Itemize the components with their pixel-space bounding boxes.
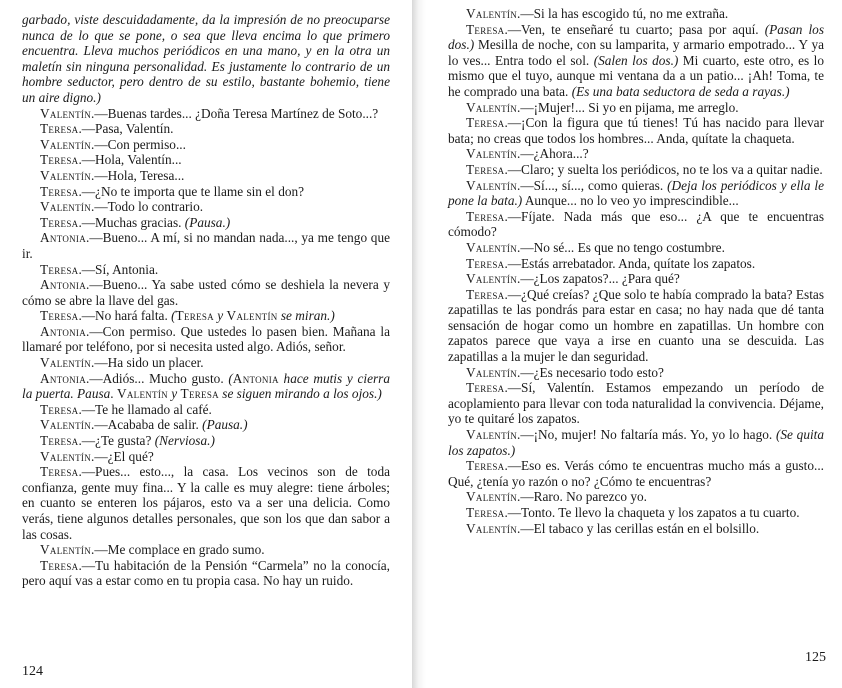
- paragraph: [448, 489, 824, 505]
- paragraph: [22, 402, 390, 418]
- speaker-name: Valentín: [466, 239, 517, 255]
- dialogue-text: .: [110, 386, 117, 402]
- dialogue-text: .—Bueno... Ya sabe usted cómo se deshiela la nevera y cómo se abre la llave del gas.: [22, 277, 390, 308]
- dialogue-text: .—Adiós... Mucho gusto.: [86, 370, 229, 386]
- dialogue-text: .—El tabaco y las cerillas están en el bolsillo.: [517, 520, 760, 536]
- speaker-name: Antonia: [40, 230, 87, 246]
- dialogue-text: .—Sí, Valentín. Estamos empezando un período de acoplamiento para llevar con toda naturalidad la convivencia. Déjame, yo te quitaré los zapatos.: [448, 380, 824, 427]
- stage-direction: (Pasan los dos.): [448, 21, 824, 53]
- speaker-name: Teresa: [466, 505, 505, 520]
- dialogue-text: .—Hola, Teresa...: [91, 167, 185, 183]
- paragraph: [448, 271, 824, 287]
- stage-direction: garbado, viste descuidadamente, da la impresión de no preocuparse nunca de lo que se pone, o sea que lleva encima lo que primero encuentra. Lleva muchos periódicos en una mano, y en la otra un maletín sin ninguna personalidad. Es justamente lo contrario de un hombre seductor, pero dentro de su estilo, bastante bohemio, tiene un aire digno.): [22, 12, 390, 105]
- speaker-name: Teresa: [175, 308, 214, 324]
- dialogue-text: .—¡Con la figura que tú tienes! Tú has nacido para llevar bata; no creas que todos los hombres... Anda, quítate la chaqueta.: [448, 115, 824, 146]
- speaker-name: Valentín: [226, 308, 278, 324]
- dialogue-text: .—Buenas tardes... ¿Doña Teresa Martínez de Soto...?: [91, 105, 379, 121]
- left-page-number: 124: [22, 664, 43, 679]
- paragraph: [22, 106, 390, 122]
- right-page-number: 125: [805, 650, 826, 665]
- dialogue-text: .—¿Qué creías? ¿Que solo te había comprado la bata? Estas zapatillas te las pondrás para estar en casa; no hay nada que dé tanta sensación de hogar como un hombre en zapatillas. Un hombre con zapatos parece que vaya a irse en cuanto una se descuida. Las zapatillas a la mujer le dan seguridad.: [448, 286, 824, 365]
- dialogue-text: .—Fíjate. Nada más que eso... ¿A que te encuentras cómodo?: [448, 208, 824, 240]
- dialogue-text: .—¿Te gusta?: [78, 433, 155, 449]
- stage-direction: (Es una bata seductora de seda a rayas.): [571, 83, 790, 99]
- dialogue-text: .—¿El qué?: [91, 448, 154, 464]
- paragraph: [22, 277, 390, 308]
- paragraph: [22, 121, 390, 137]
- paragraph: [448, 100, 824, 116]
- dialogue-text: .—Acababa de salir.: [91, 417, 203, 433]
- speaker-name: Teresa: [40, 464, 79, 480]
- speaker-name: Teresa: [466, 286, 505, 302]
- dialogue-text: .—Sí..., sí..., como quieras.: [517, 177, 668, 193]
- dialogue-text: .—¿Ahora...?: [517, 146, 589, 162]
- dialogue-text: .—Pues... esto..., la casa. Los vecinos son de toda confianza, gente muy fina... Y la calle es muy alegre: tiene árboles; en cuanto se enteren los pájaros, esto va a ser una delicia. Como verás, tiene algunos detalles personales, que son los que dan sabor a las cosas.: [22, 464, 390, 542]
- speaker-name: Teresa: [40, 261, 79, 277]
- dialogue-text: .—Claro; y suelta los periódicos, no te los va a quitar nadie.: [504, 161, 823, 177]
- speaker-name: Valentín: [40, 448, 91, 464]
- dialogue-text: .—¡No, mujer! No faltaría más. Yo, yo lo hago.: [517, 427, 776, 443]
- dialogue-text: .—Hola, Valentín...: [78, 152, 182, 168]
- paragraph: [448, 22, 824, 100]
- dialogue-text: .—¡Mujer!... Si yo en pijama, me arreglo.: [517, 99, 739, 115]
- speaker-name: Valentín: [466, 364, 517, 380]
- paragraph: [448, 209, 824, 240]
- stage-direction: se miran.): [277, 308, 335, 324]
- speaker-name: Teresa: [466, 21, 505, 37]
- speaker-name: Teresa: [466, 115, 505, 131]
- paragraph: [22, 184, 390, 200]
- dialogue-text: .—Sí, Antonia.: [78, 261, 159, 277]
- paragraph: [448, 458, 824, 489]
- speaker-name: Teresa: [466, 161, 505, 177]
- speaker-name: Valentín: [40, 417, 91, 433]
- paragraph: [22, 308, 390, 324]
- speaker-name: Valentín: [466, 6, 517, 21]
- stage-direction: (: [171, 308, 176, 324]
- paragraph: [22, 464, 390, 542]
- paragraph: [22, 230, 390, 261]
- stage-direction: (Pausa.): [184, 214, 231, 230]
- dialogue-text: .—Tu habitación de la Pensión “Carmela” no la conocía, pero aquí vas a estar como en tu propia casa. No hay un ruido.: [22, 557, 390, 589]
- stage-direction: (Nerviosa.): [154, 433, 215, 449]
- paragraph: [22, 449, 390, 465]
- paragraph: [448, 146, 824, 162]
- dialogue-text: .—Eso es. Verás cómo te encuentras mucho más a gusto... Qué, ¿tenía yo razón o no? ¿Cómo te encuentras?: [448, 458, 824, 489]
- speaker-name: Valentín: [40, 136, 91, 152]
- paragraph: [22, 152, 390, 168]
- speaker-name: Valentín: [40, 199, 91, 215]
- stage-direction: hace mutis y cierra la puerta.: [22, 370, 390, 402]
- dialogue-text: .—Si la has escogido tú, no me extraña.: [517, 6, 729, 21]
- right-page: [428, 0, 842, 688]
- paragraph: [448, 505, 824, 521]
- dialogue-text: .—Con permiso...: [91, 136, 186, 152]
- speaker-name: Valentín: [40, 355, 91, 371]
- speaker-name: Teresa: [40, 433, 79, 449]
- dialogue-text: .—¿Es necesario todo esto?: [517, 364, 664, 380]
- paragraph: [448, 521, 824, 537]
- dialogue-text: .—Raro. No parezco yo.: [517, 489, 647, 505]
- paragraph: [22, 168, 390, 184]
- dialogue-text: .—Estás arrebatador. Anda, quítate los zapatos.: [504, 255, 756, 271]
- dialogue-text: .—Ha sido un placer.: [91, 355, 204, 371]
- paragraph: [448, 6, 824, 22]
- dialogue-text: .—Todo lo contrario.: [91, 199, 204, 215]
- speaker-name: Valentín: [466, 177, 517, 193]
- stage-direction: (: [228, 370, 233, 386]
- stage-direction: (Deja los periódicos y ella le pone la bata.): [448, 177, 824, 209]
- speaker-name: Valentín: [466, 427, 517, 443]
- paragraph: [448, 240, 824, 256]
- dialogue-text: .—Tonto. Te llevo la chaqueta y los zapatos a tu cuarto.: [504, 505, 800, 520]
- speaker-name: Teresa: [466, 380, 505, 396]
- paragraph: [22, 433, 390, 449]
- left-page-text: [22, 12, 390, 589]
- paragraph: [448, 287, 824, 365]
- speaker-name: Valentín: [466, 146, 517, 162]
- paragraph: [448, 427, 824, 458]
- dialogue-text: Mi cuarto, este otro, es lo mismo que el tuyo, aunque mi ventana da a un patio... ¡Ah! Toma, te he comprado una bata.: [448, 52, 824, 99]
- stage-direction: y: [167, 386, 181, 402]
- dialogue-text: .—Con permiso. Que ustedes lo pasen bien. Mañana la llamaré por teléfono, por si necesita usted algo. Adiós, señor.: [22, 323, 390, 355]
- paragraph: [448, 178, 824, 209]
- speaker-name: Teresa: [40, 557, 79, 573]
- speaker-name: Valentín: [40, 105, 91, 121]
- dialogue-text: .—¿No te importa que te llame sin el don?: [78, 183, 305, 199]
- dialogue-text: Mesilla de noche, con su lamparita, y armario empotrado... Y ya lo ves... Entra todo el sol.: [448, 37, 824, 68]
- paragraph: [22, 199, 390, 215]
- speaker-name: Valentín: [40, 167, 91, 183]
- dialogue-text: .—Pasa, Valentín.: [78, 121, 174, 137]
- stage-direction: (Salen los dos.): [593, 52, 679, 68]
- paragraph: [22, 542, 390, 558]
- stage-direction: (Se quita los zapatos.): [448, 427, 825, 458]
- speaker-name: Antonia: [40, 323, 87, 339]
- speaker-name: Teresa: [466, 208, 505, 224]
- speaker-name: Valentín: [116, 386, 168, 402]
- paragraph: [22, 12, 390, 106]
- speaker-name: Valentín: [466, 99, 517, 115]
- speaker-name: Teresa: [180, 386, 219, 402]
- right-page-text: [448, 6, 824, 536]
- speaker-name: Valentín: [466, 520, 517, 536]
- speaker-name: Teresa: [40, 121, 79, 137]
- paragraph: [448, 380, 824, 427]
- speaker-name: Antonia: [232, 370, 279, 386]
- dialogue-text: .—¿Los zapatos?... ¿Para qué?: [517, 271, 680, 287]
- dialogue-text: .—Bueno... A mí, si no mandan nada..., ya me tengo que ir.: [22, 230, 390, 261]
- stage-direction: Pausa: [77, 386, 111, 402]
- speaker-name: Teresa: [40, 401, 79, 417]
- dialogue-text: Aunque... no lo veo yo imprescindible...: [522, 193, 739, 209]
- left-page: [0, 0, 410, 688]
- speaker-name: Valentín: [466, 271, 517, 287]
- stage-direction: se siguen mirando a los ojos.): [218, 386, 382, 402]
- paragraph: [22, 324, 390, 355]
- speaker-name: Antonia: [40, 277, 87, 293]
- paragraph: [22, 417, 390, 433]
- speaker-name: Teresa: [466, 458, 505, 474]
- dialogue-text: .—Ven, te enseñaré tu cuarto; pasa por aquí.: [504, 21, 765, 37]
- speaker-name: Teresa: [466, 255, 505, 271]
- speaker-name: Valentín: [466, 489, 517, 505]
- paragraph: [448, 256, 824, 272]
- book-gutter: [412, 0, 426, 688]
- paragraph: [448, 115, 824, 146]
- speaker-name: Teresa: [40, 152, 79, 168]
- dialogue-text: .—No sé... Es que no tengo costumbre.: [517, 239, 725, 255]
- stage-direction: y: [213, 308, 227, 324]
- dialogue-text: .—Muchas gracias.: [78, 214, 185, 230]
- speaker-name: Teresa: [40, 214, 79, 230]
- dialogue-text: .—Me complace en grado sumo.: [91, 542, 265, 558]
- paragraph: [22, 371, 390, 402]
- speaker-name: Teresa: [40, 183, 79, 199]
- speaker-name: Antonia: [40, 370, 87, 386]
- dialogue-text: .—No hará falta.: [78, 308, 172, 324]
- dialogue-text: .—Te he llamado al café.: [78, 401, 212, 417]
- paragraph: [22, 558, 390, 589]
- paragraph: [448, 365, 824, 381]
- speaker-name: Teresa: [40, 308, 79, 324]
- speaker-name: Valentín: [40, 542, 91, 558]
- paragraph: [448, 162, 824, 178]
- stage-direction: (Pausa.): [202, 417, 248, 433]
- paragraph: [22, 262, 390, 278]
- paragraph: [22, 355, 390, 371]
- paragraph: [22, 137, 390, 153]
- paragraph: [22, 215, 390, 231]
